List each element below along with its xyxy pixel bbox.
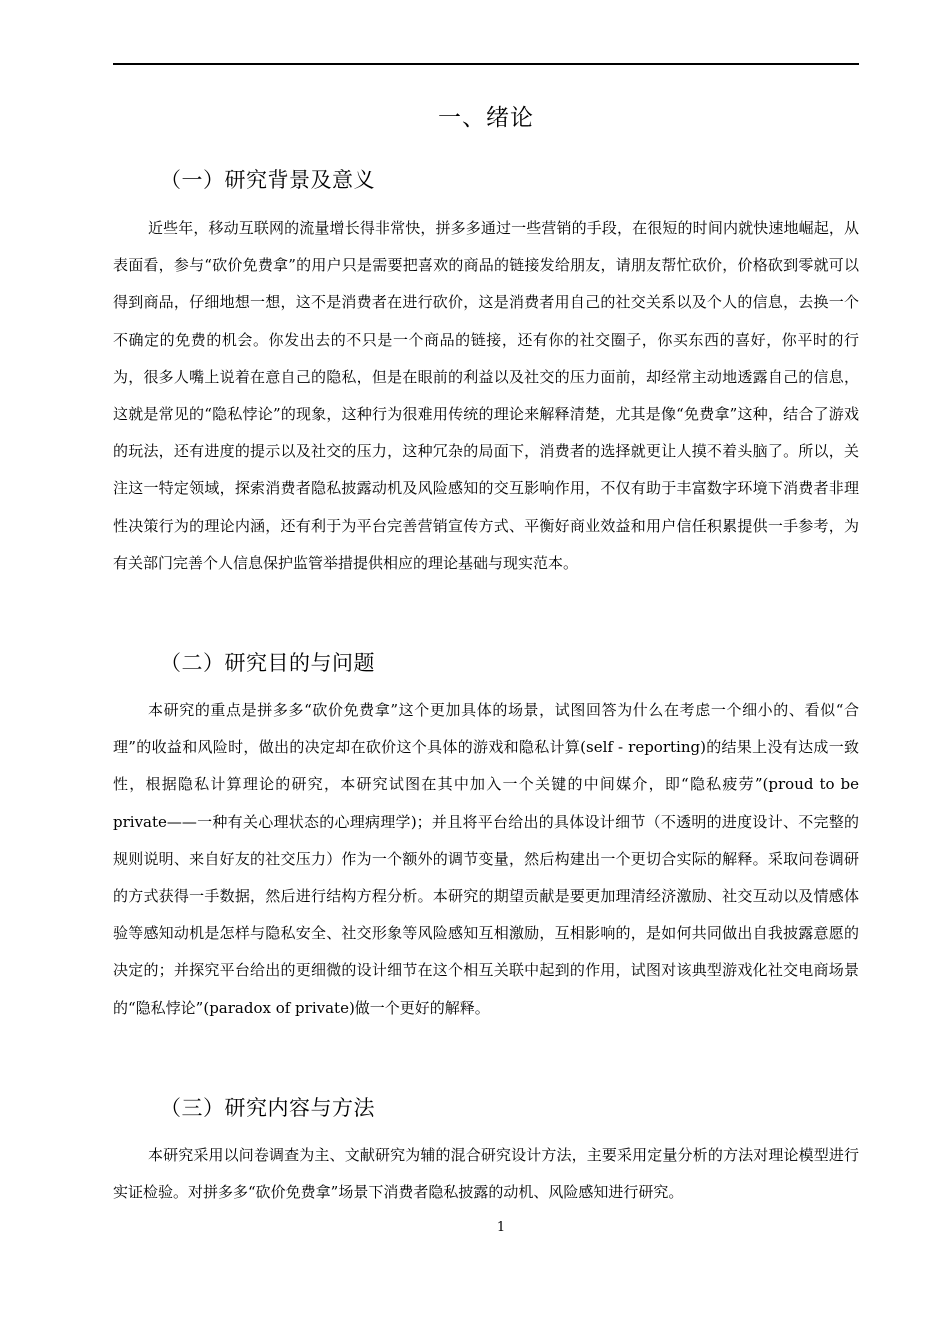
paragraph-background: 近些年，移动互联网的流量增长得非常快，拼多多通过一些营销的手段，在很短的时间内就快速地崛起，从表面看，参与“砍价免费拿”的用户只是需要把喜欢的商品的链接发给朋友，请朋友帮忙砍价，价格砍到零就可以得到商品，仔细地想一想，这不是消费者在进行砍价，这是消费者用自己的社交关系以及个人的信息，去换一个不确定的免费的机会。你发出去的不只是一个商品的链接，还有你的社交圈子，你买东西的喜好，你平时的行为，很多人嘴上说着在意自己的隐私，但是在眼前的利益以及社交的压力面前，却经常主动地透露自己的信息，这就是常见的“隐私悖论”的现象，这种行为很难用传统的理论来解释清楚，尤其是像“免费拿”这种，结合了游戏的玩法，还有进度的提示以及社交的压力，这种冗杂的局面下，消费者的选择就更让人摸不着头脑了。所以，关注这一特定领域，探索消费者隐私披露动机及风险感知的交互影响作用，不仅有助于丰富数字环境下消费者非理性决策行为的理论内涵，还有利于为平台完善营销宣传方式、平衡好商业效益和用户信任积累提供一手参考，为有关部门完善个人信息保护监管举措提供相应的理论基础与现实范本。 <box>113 219 859 572</box>
section-heading-objectives: （二）研究目的与问题 <box>160 651 375 675</box>
paragraph-methods: 本研究采用以问卷调查为主、文献研究为辅的混合研究设计方法，主要采用定量分析的方法对理论模型进行实证检验。对拼多多“砍价免费拿”场景下消费者隐私披露的动机、风险感知进行研究。 <box>113 1146 859 1202</box>
section-heading-methods: （三）研究内容与方法 <box>160 1096 375 1120</box>
page-number: 1 <box>496 1220 506 1235</box>
section-heading-background: （一）研究背景及意义 <box>160 168 375 192</box>
chapter-title: 一、绪论 <box>438 105 534 131</box>
header-rule <box>113 63 859 65</box>
paragraph-objectives: 本研究的重点是拼多多“砍价免费拿”这个更加具体的场景，试图回答为什么在考虑一个细小的、看似“合理”的收益和风险时，做出的决定却在砍价这个具体的游戏和隐私计算(self - reporting)的结果上没有达成一致性，根据隐私计算理论的研究，本研究试图在其中加入一个关键的中间媒介，即“隐私疲劳”(proud to be private——一种有关心理状态的心理病理学)；并且将平台给出的具体设计细节（不透明的进度设计、不完整的规则说明、来自好友的社交压力）作为一个额外的调节变量，然后构建出一个更切合实际的解释。采取问卷调研的方式获得一手数据，然后进行结构方程分析。本研究的期望贡献是要更加理清经济激励、社交互动以及情感体验等感知动机是怎样与隐私安全、社交形象等风险感知互相激励，互相影响的，是如何共同做出自我披露意愿的决定的；并探究平台给出的更细微的设计细节在这个相互关联中起到的作用，试图对该典型游戏化社交电商场景的“隐私悖论”(paradox of private)做一个更好的解释。 <box>113 701 859 1017</box>
